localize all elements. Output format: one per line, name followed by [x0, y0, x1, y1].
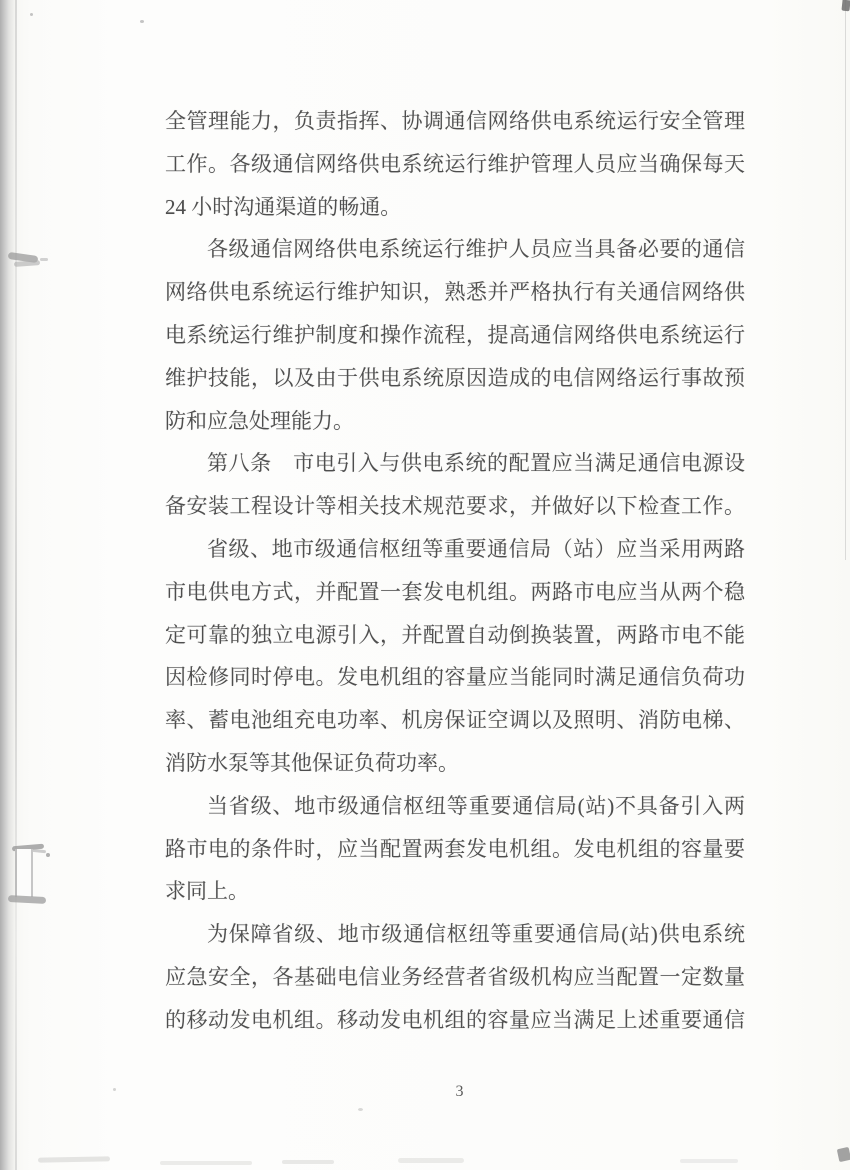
binder-clip-mark: [6, 250, 50, 276]
text-line: 工作。各级通信网络供电系统运行维护管理人员应当确保每天: [165, 151, 745, 176]
text-line: 电系统运行维护制度和操作流程，提高通信网络供电系统运行: [165, 322, 745, 347]
page-right-edge-line: [845, 0, 846, 560]
text-line: 应急安全，各基础电信业务经营者省级机构应当配置一定数量: [165, 964, 745, 989]
bottom-edge-smudge: [680, 1159, 738, 1163]
staple-bottom-bar: [8, 895, 46, 904]
page-fold-line: [15, 0, 17, 1170]
text-line: 第八条 市电引入与供电系统的配置应当满足通信电源设: [207, 451, 745, 476]
dust-speck: [140, 20, 144, 23]
text-line: 当省级、地市级通信枢纽等重要通信局(站)不具备引入两: [207, 793, 745, 818]
staple-mark: [8, 843, 52, 905]
scan-corner-mark-bottom-right: [837, 1147, 850, 1162]
scan-corner-mark-top-right: [841, 0, 850, 11]
text-line: 为保障省级、地市级通信枢纽等重要通信局(站)供电系统: [207, 922, 745, 947]
clip-smudge-stroke: [14, 260, 40, 267]
page-number: 3: [455, 1083, 465, 1100]
text-line: 定可靠的独立电源引入，并配置自动倒换装置，两路市电不能: [165, 622, 745, 647]
text-line: 消防水泵等其他保证负荷功率。: [165, 750, 459, 775]
text-line: 市电供电方式，并配置一套发电机组。两路市电应当从两个稳: [165, 579, 745, 604]
staple-speck: [46, 853, 50, 857]
bottom-edge-smudge: [398, 1158, 464, 1163]
text-line: 各级通信网络供电系统运行维护人员应当具备必要的通信: [207, 237, 745, 262]
staple-slot: [15, 849, 33, 897]
text-line: 求同上。: [165, 879, 249, 904]
text-line: 路市电的条件时，应当配置两套发电机组。发电机组的容量要: [165, 836, 745, 861]
text-line: 因检修同时停电。发电机组的容量应当能同时满足通信负荷功: [165, 665, 745, 690]
text-line: 的移动发电机组。移动发电机组的容量应当满足上述重要通信: [165, 1007, 745, 1032]
text-line: 防和应急处理能力。: [165, 408, 354, 433]
text-line: 备安装工程设计等相关技术规范要求，并做好以下检查工作。: [165, 494, 745, 519]
dust-speck: [30, 13, 33, 16]
bottom-edge-smudge: [38, 1156, 110, 1162]
text-line: 全管理能力，负责指挥、协调通信网络供电系统运行安全管理: [165, 109, 745, 133]
bottom-edge-smudge: [160, 1161, 252, 1165]
dust-speck: [358, 1108, 363, 1111]
text-line: 维护技能，以及由于供电系统原因造成的电信网络运行事故预: [165, 365, 745, 390]
bottom-edge-smudge: [282, 1160, 334, 1164]
clip-smudge-stroke: [40, 258, 48, 261]
text-line: 24 小时沟通渠道的畅通。: [165, 194, 402, 219]
text-line: 率、蓄电池组充电功率、机房保证空调以及照明、消防电梯、: [165, 708, 745, 733]
document-body-text: [165, 100, 745, 1042]
scan-left-edge-band: [0, 0, 16, 1170]
text-line: 省级、地市级通信枢纽等重要通信局（站）应当采用两路: [207, 536, 745, 561]
text-line: 网络供电系统运行维护知识，熟悉并严格执行有关通信网络供: [165, 280, 745, 305]
